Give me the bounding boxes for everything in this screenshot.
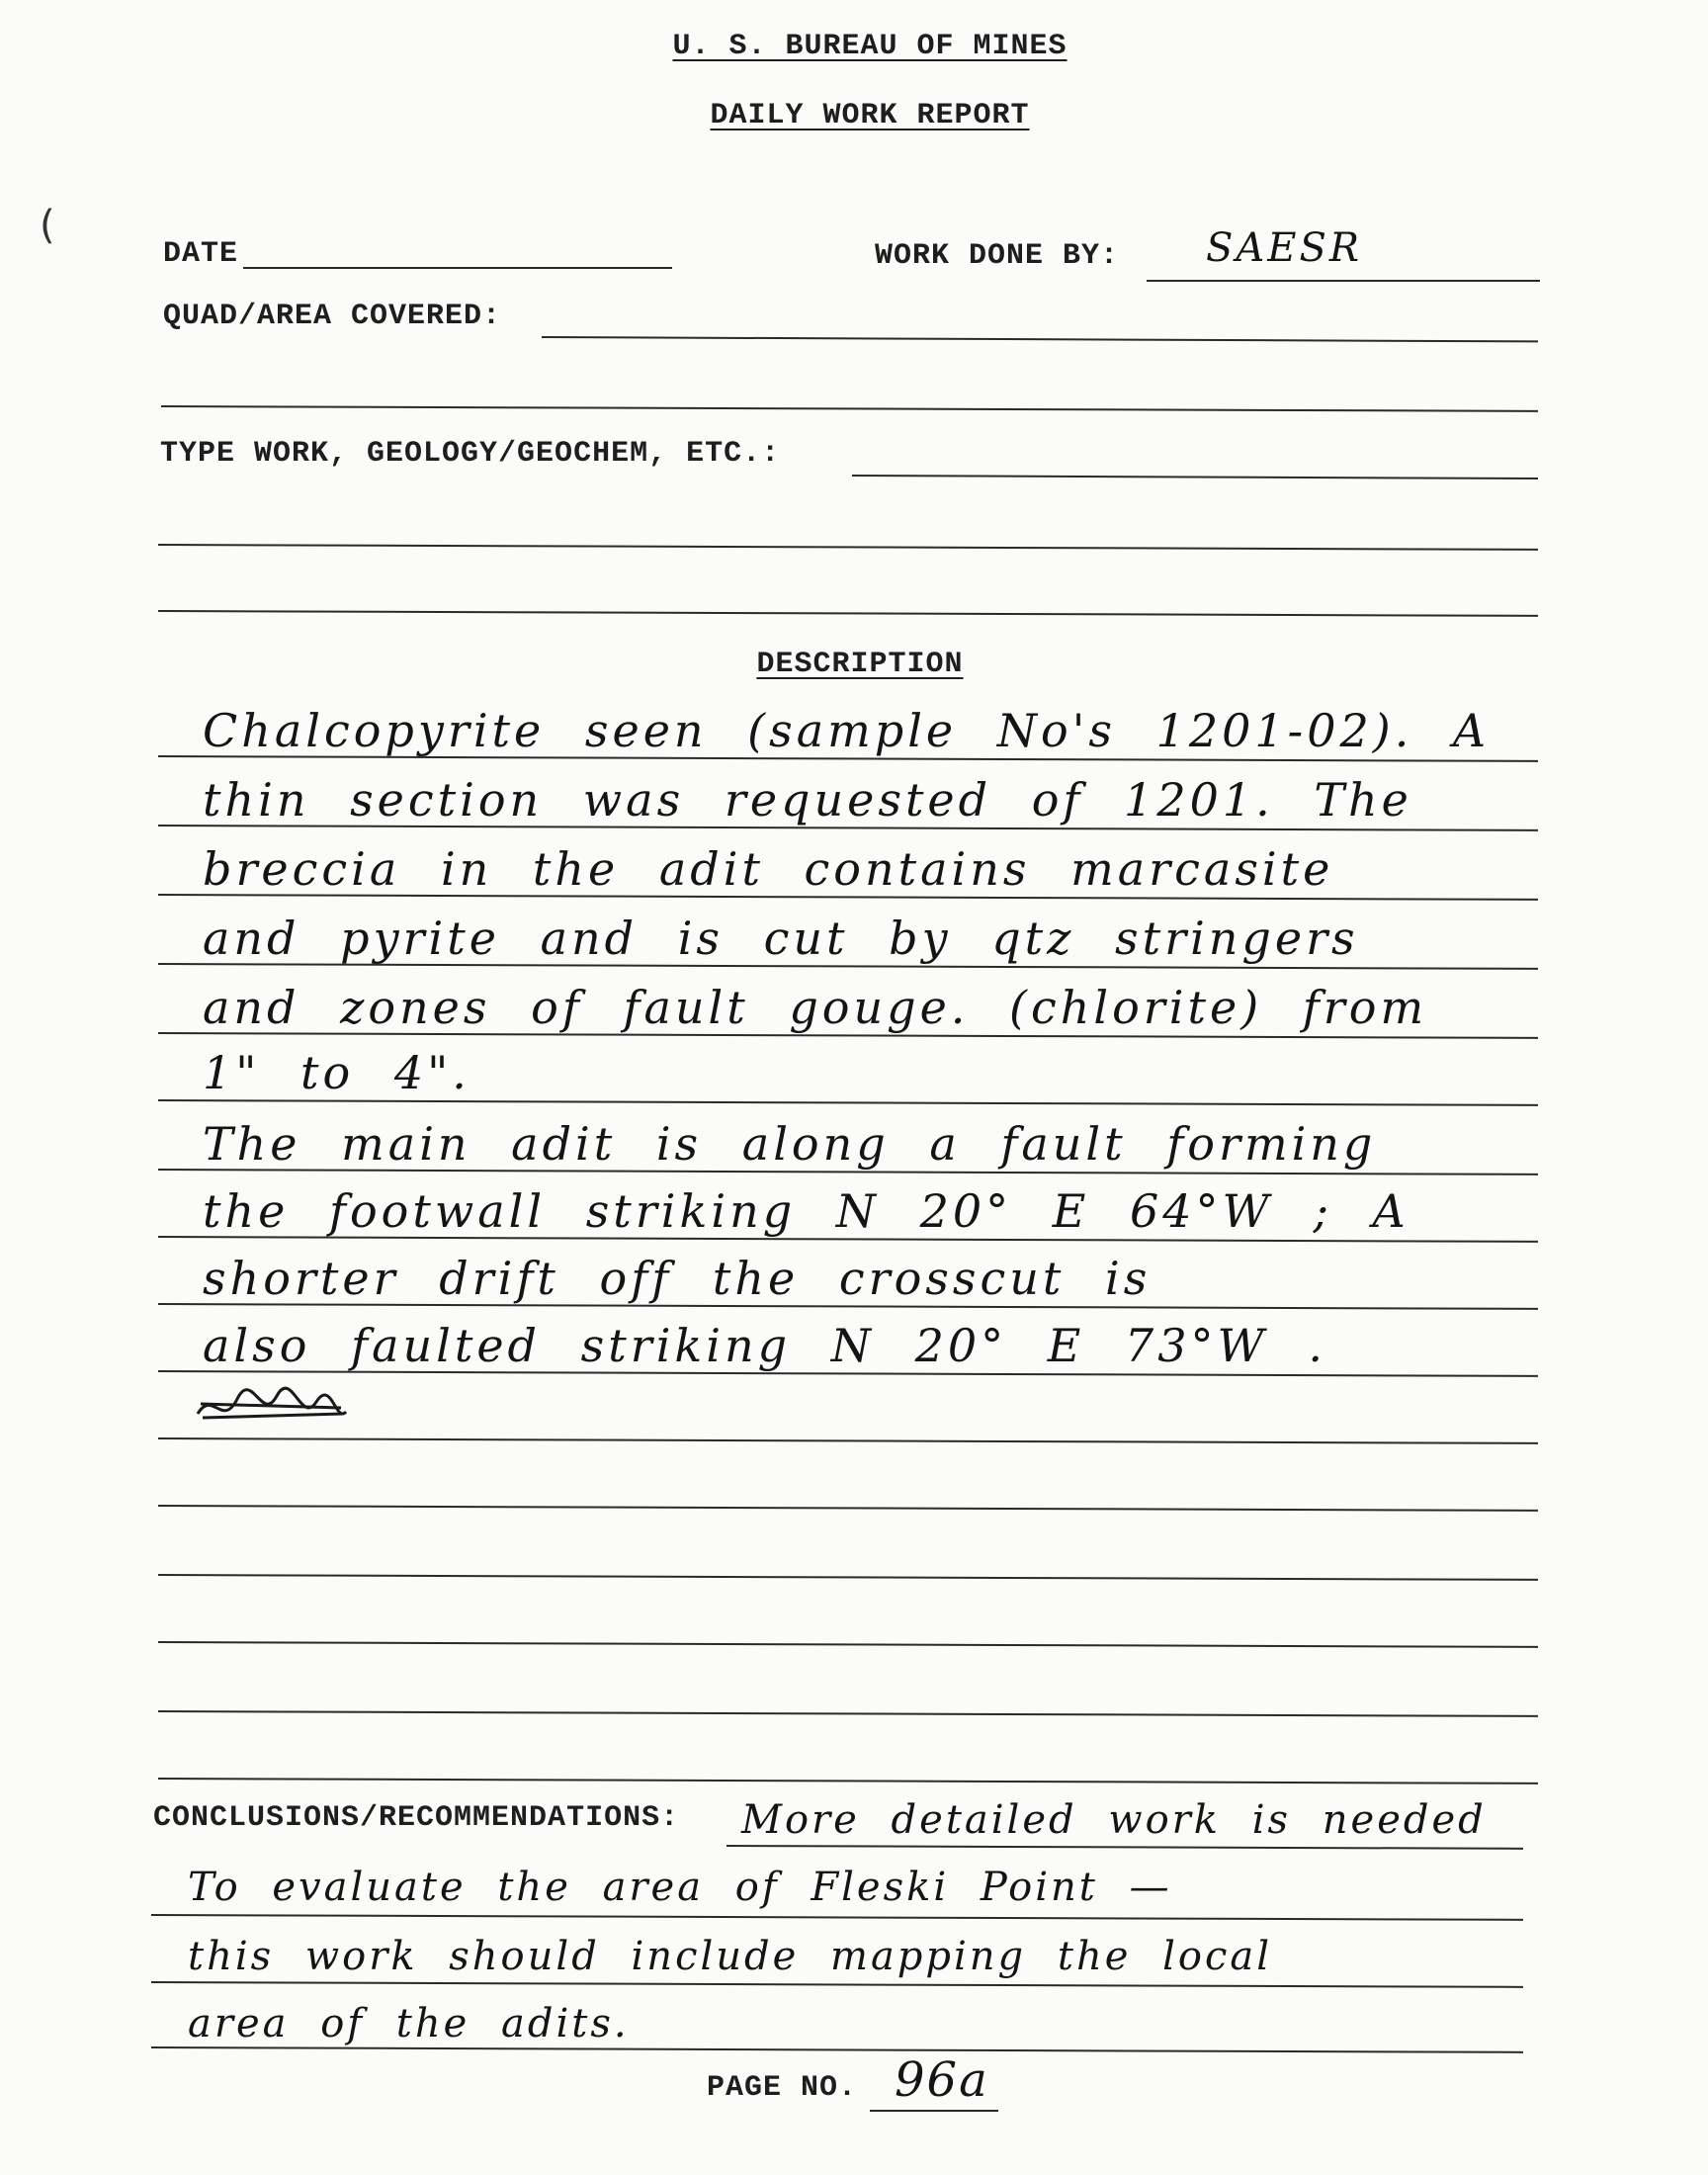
work-done-by-line [1147, 280, 1540, 282]
description-rule-15 [158, 1710, 1538, 1717]
work-done-by-value: SAESR [1206, 225, 1363, 271]
description-rule-13 [158, 1574, 1538, 1581]
description-line-8: the footwall striking N 20° E 64°W ; A [203, 1184, 1409, 1238]
description-line-2: thin section was requested of 1201. The [203, 773, 1412, 826]
conclusions-line-2: To evaluate the area of Fleski Point — [188, 1865, 1172, 1910]
type-work-line-2 [158, 544, 1538, 551]
quad-area-line-1 [542, 336, 1538, 342]
type-work-label: TYPE WORK, GEOLOGY/GEOCHEM, ETC.: [160, 437, 781, 471]
page-no-line [870, 2110, 998, 2112]
description-line-10: also faulted striking N 20° E 73°W . [203, 1319, 1326, 1372]
conclusions-rule-4 [151, 2046, 1523, 2053]
conclusions-line-1: More detailed work is needed [741, 1797, 1487, 1843]
conclusions-label: CONCLUSIONS/RECOMMENDATIONS: [153, 1801, 680, 1835]
type-work-line-3 [158, 610, 1538, 617]
date-label: DATE [163, 237, 239, 271]
quad-area-line-2 [161, 405, 1538, 412]
conclusions-rule-2 [151, 1914, 1523, 1921]
description-rule-6 [158, 1099, 1538, 1106]
description-line-1: Chalcopyrite seen (sample No's 1201-02). A [203, 704, 1491, 757]
page-no-label: PAGE NO. [707, 2071, 858, 2105]
date-line [243, 267, 672, 269]
conclusions-rule-3 [151, 1981, 1523, 1988]
description-rule-11 [158, 1437, 1538, 1444]
conclusions-line-4: area of the adits. [188, 2001, 630, 2046]
description-line-6: 1" to 4". [203, 1046, 470, 1099]
conclusions-rule-1 [726, 1845, 1523, 1850]
form-title: DAILY WORK REPORT [710, 99, 1030, 132]
description-line-4: and pyrite and is cut by qtz stringers [203, 912, 1359, 965]
type-work-line-1 [852, 475, 1538, 479]
description-line-3: breccia in the adit contains marcasite [203, 842, 1334, 896]
agency-title: U. S. BUREAU OF MINES [672, 30, 1068, 63]
description-rule-12 [158, 1505, 1538, 1512]
description-heading: DESCRIPTION [756, 648, 964, 681]
work-done-by-label: WORK DONE BY: [875, 239, 1120, 273]
crossed-out-scribble-icon [193, 1384, 351, 1434]
description-rule-16 [158, 1778, 1538, 1784]
description-rule-14 [158, 1641, 1538, 1648]
description-line-7: The main adit is along a fault forming [203, 1117, 1377, 1171]
page-no-value: 96a [895, 2052, 989, 2108]
quad-area-label: QUAD/AREA COVERED: [163, 300, 502, 333]
description-line-9: shorter drift off the crosscut is [203, 1252, 1152, 1305]
conclusions-line-3: this work should include mapping the local [188, 1934, 1273, 1979]
description-line-5: and zones of fault gouge. (chlorite) from [203, 981, 1428, 1034]
margin-mark: ( [40, 203, 55, 248]
